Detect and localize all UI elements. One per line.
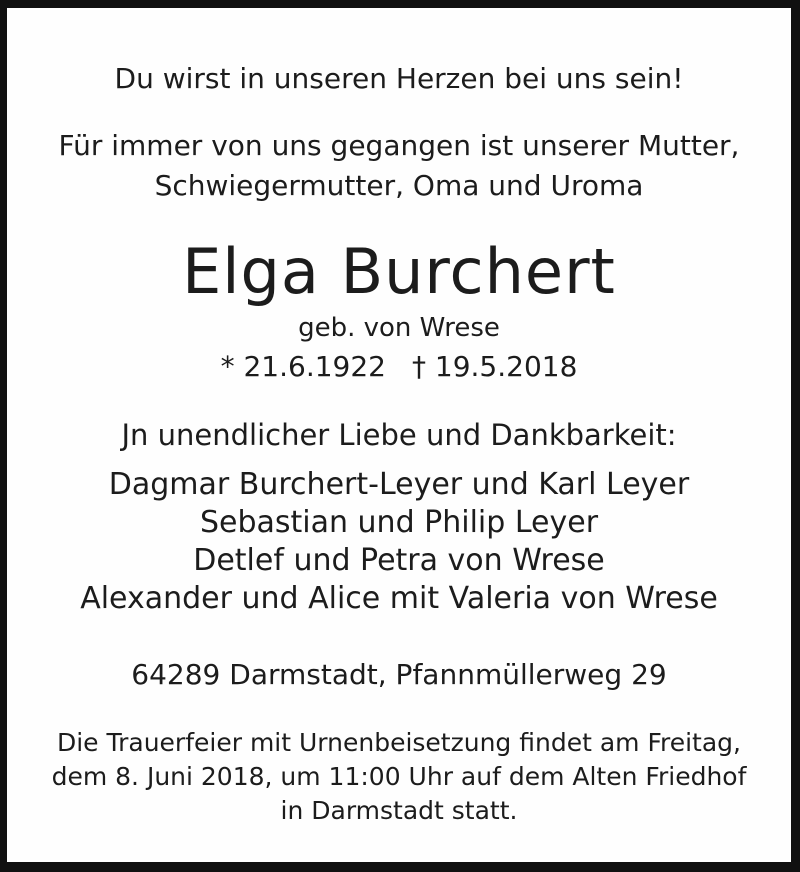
tribute-line: Jn unendlicher Liebe und Dankbarkeit: bbox=[121, 417, 677, 452]
mourner-line: Alexander und Alice mit Valeria von Wrese bbox=[80, 581, 718, 617]
intro-block bbox=[7, 126, 791, 206]
mourners-block bbox=[7, 466, 791, 618]
birth-date: * 21.6.1922 bbox=[220, 350, 386, 384]
death-date: † 19.5.2018 bbox=[412, 350, 578, 384]
mourner-line: Detlef und Petra von Wrese bbox=[193, 543, 605, 579]
intro-line-2: Schwiegermutter, Oma und Uroma bbox=[154, 168, 644, 202]
funeral-line-2: dem 8. Juni 2018, um 11:00 Uhr auf dem Alten Friedhof bbox=[51, 762, 747, 792]
mourner-line: Dagmar Burchert-Leyer und Karl Leyer bbox=[108, 467, 690, 503]
intro-line-1: Für immer von uns gegangen ist unserer Mutter, bbox=[58, 128, 740, 162]
maiden-name: geb. von Wrese bbox=[298, 312, 500, 343]
funeral-line-1: Die Trauerfeier mit Urnenbeisetzung findet am Freitag, bbox=[56, 728, 741, 758]
mourner-line: Sebastian und Philip Leyer bbox=[199, 505, 599, 541]
deceased-name: Elga Burchert bbox=[182, 234, 616, 308]
funeral-line-3: in Darmstadt statt. bbox=[280, 796, 518, 826]
life-dates bbox=[7, 350, 791, 384]
opening-line: Du wirst in unseren Herzen bei uns sein! bbox=[114, 62, 684, 95]
funeral-announcement bbox=[7, 726, 791, 828]
address-line: 64289 Darmstadt, Pfannmüllerweg 29 bbox=[131, 658, 667, 692]
